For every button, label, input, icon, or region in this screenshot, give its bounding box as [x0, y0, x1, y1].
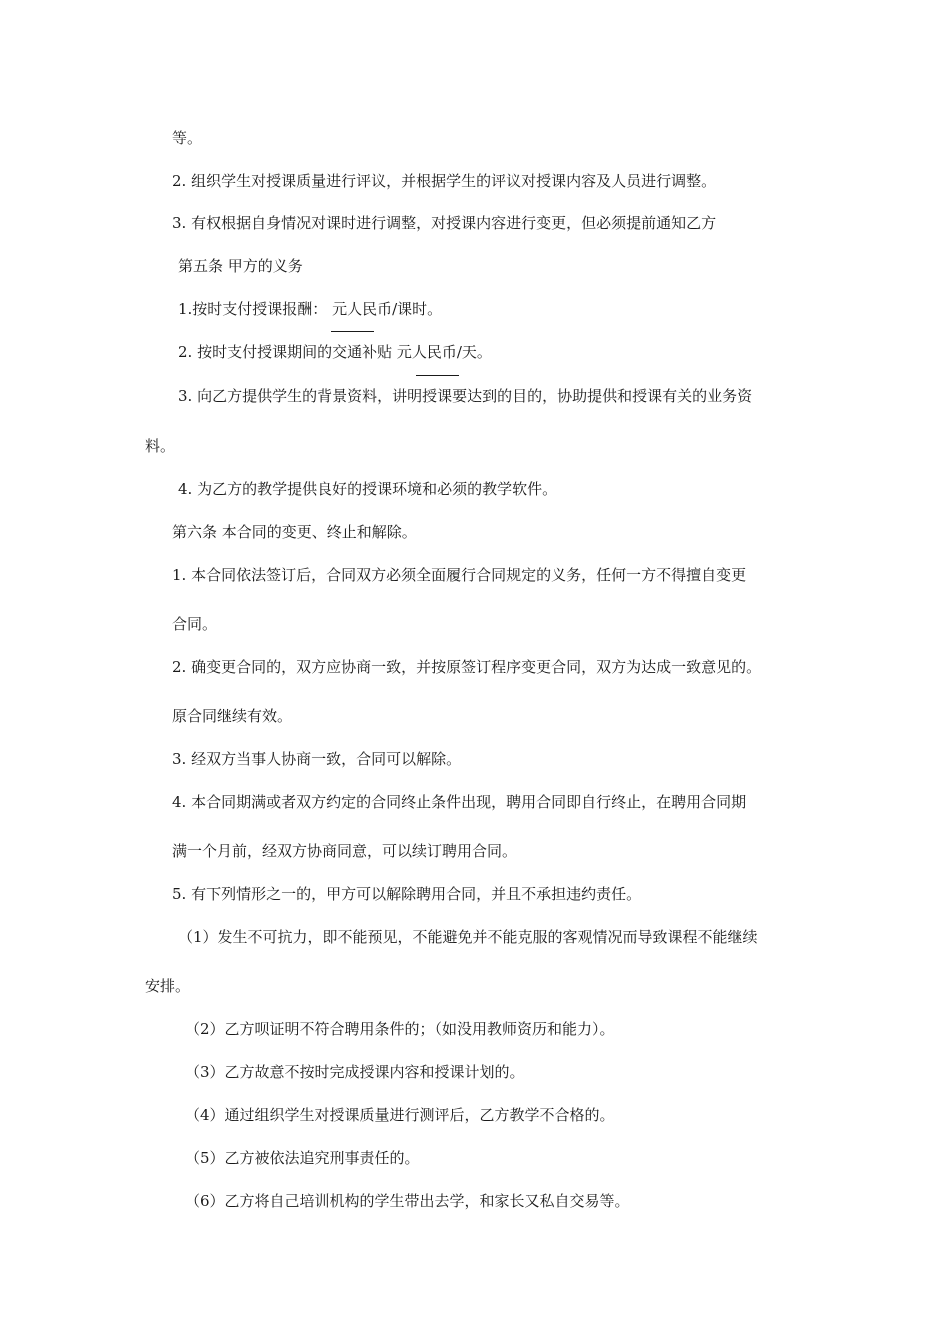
text-line: 3. 经双方当事人协商一致，合同可以解除。: [172, 750, 462, 768]
text-line: 1. 本合同依法签订后，合同双方必须全面履行合同规定的义务，任何一方不得擅自变更: [172, 566, 747, 584]
text-line: 等。: [172, 129, 203, 147]
text-line: 4. 本合同期满或者双方约定的合同终止条件出现，聘用合同即自行终止，在聘用合同期: [172, 793, 747, 811]
text-line: 5. 有下列情形之一的，甲方可以解除聘用合同，并且不承担违约责任。: [172, 885, 642, 903]
text-line: 3. 向乙方提供学生的背景资料，讲明授课要达到的目的，协助提供和授课有关的业务资: [178, 387, 753, 405]
text-line: 3. 有权根据自身情况对课时进行调整，对授课内容进行变更，但必须提前通知乙方: [172, 214, 717, 232]
text-line: 料。: [145, 437, 176, 455]
text-line: 4. 为乙方的教学提供良好的授课环境和必须的教学软件。: [178, 480, 558, 498]
text-line: （1）发生不可抗力，即不能预见，不能避免并不能克服的客观情况而导致课程不能继续: [178, 928, 758, 946]
text-line: 满一个月前，经双方协商同意，可以续订聘用合同。: [172, 842, 518, 860]
text-line: 安排。: [145, 977, 191, 995]
section-heading: 第五条 甲方的义务: [178, 257, 303, 275]
fill-in-blank: [331, 331, 374, 332]
section-heading: 第六条 本合同的变更、终止和解除。: [172, 523, 417, 541]
text-line: （3）乙方故意不按时完成授课内容和授课计划的。: [185, 1063, 525, 1081]
text-line: （4）通过组织学生对授课质量进行测评后，乙方教学不合格的。: [185, 1106, 615, 1124]
text-line: 1.按时支付授课报酬： 元人民币/课时。: [178, 300, 443, 318]
text-line: （2）乙方呗证明不符合聘用条件的；（如没用教师资历和能力）。: [185, 1020, 615, 1038]
text-line: 2. 组织学生对授课质量进行评议，并根据学生的评议对授课内容及人员进行调整。: [172, 172, 717, 190]
text-line: （5）乙方被依法追究刑事责任的。: [185, 1149, 420, 1167]
text-line: 原合同继续有效。: [172, 707, 293, 725]
text-line: 2. 按时支付授课期间的交通补贴 元人民币/天。: [178, 343, 492, 361]
fill-in-blank: [416, 375, 459, 376]
text-line: （6）乙方将自己培训机构的学生带出去学，和家长又私自交易等。: [185, 1192, 630, 1210]
text-line: 2. 确变更合同的，双方应协商一致，并按原签订程序变更合同，双方为达成一致意见的。: [172, 658, 762, 676]
text-line: 合同。: [172, 615, 218, 633]
